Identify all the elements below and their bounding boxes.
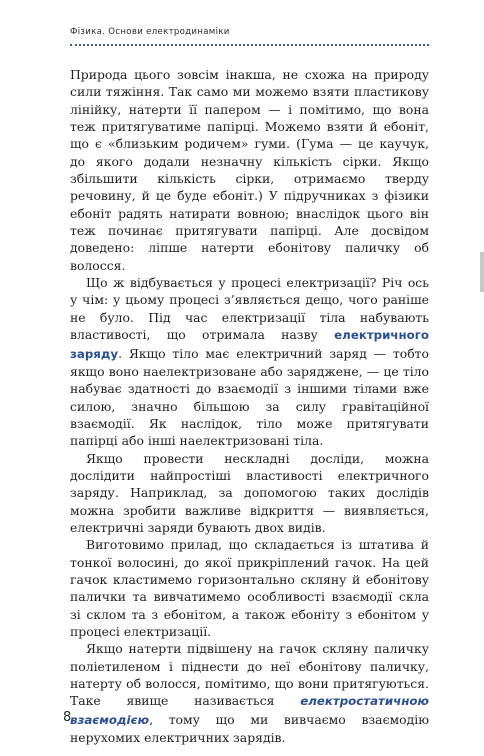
paragraph-3	[70, 450, 429, 537]
paragraph-3-text: Якщо провести нескладні досліди, можна дослідити найпростіші властивості електричного заряду. Наприклад, за допомогою таких дослідів можна зробити важливе відкриття — виявляється, електричні заряди бувають двох видів.	[70, 450, 429, 535]
paragraph-2-text-a: Що ж відбувається у процесі електризації? Річ ось у чім: у цьому процесі з’являється дещо, чого раніше не було. Під час електризації тіла набувають властивості, що отримала назву	[70, 275, 429, 343]
paragraph-1	[70, 66, 429, 274]
term-electrostatic-interaction: електростатичною взаємодією	[70, 694, 429, 727]
paragraph-2	[70, 274, 429, 449]
paragraph-4-text: Виготовимо прилад, що складається із штатива й тонкої волосині, до якої прикріплений гачок. На цей гачок кластимемо горизонтально скляну й ебонітову палички та вивчатимемо особливості взаємодії скла зі склом та з ебонітом, а також ебоніту з ебонітом у процесі електризації.	[70, 537, 429, 639]
paragraph-5-text-b: , тому що ми вивчаємо взаємодію нерухомих електричних зарядів.	[70, 711, 429, 746]
page-number: 8	[63, 710, 72, 725]
body-text	[70, 66, 429, 746]
paragraph-1-text: Природа цього зовсім інакша, не схожа на природу сили тяжіння. Так само ми можемо взяти пластикову лінійку, натерти її папером — і помітимо, що вона теж притягуватиме папірці. Можемо взяти й ебоніт, що є «близьким родичем» гуми. (Гума — це каучук, до якого додали незначну кількість сірки. Якщо збільшити кількість сірки, отримаємо тверду речовину, й це буде ебоніт.) У підручниках з фізики ебоніт радять натирати вовною; внаслідок цього він теж починає притягувати папірці. Але досвідом доведено: ліпше натерти ебонітову паличку об волосся.	[70, 67, 429, 273]
paragraph-5	[70, 640, 429, 746]
paragraph-2-text-b: . Якщо тіло має електричний заряд — тобто якщо воно наелектризоване або заряджене, — це тіло набуває здатності до взаємодії з іншими тілами вже силою, значно більшою за силу гравітаційної взаємодії. Як наслідок, тіло може притягувати папірці або інші наелектризовані тіла.	[70, 345, 429, 449]
running-head: Фізика. Основи електродинаміки	[70, 27, 230, 37]
header-dotted-rule	[70, 44, 429, 46]
paragraph-5-text-a: Якщо натерти підвішену на гачок скляну паличку поліетиленом і піднести до неї ебонітову паличку, натерту об волосся, помітимо, що вони притягуються. Таке явище називається	[70, 641, 429, 709]
term-electric-charge: електричного заряду	[70, 328, 429, 361]
paragraph-4	[70, 536, 429, 640]
page-edge-mark	[480, 252, 484, 292]
